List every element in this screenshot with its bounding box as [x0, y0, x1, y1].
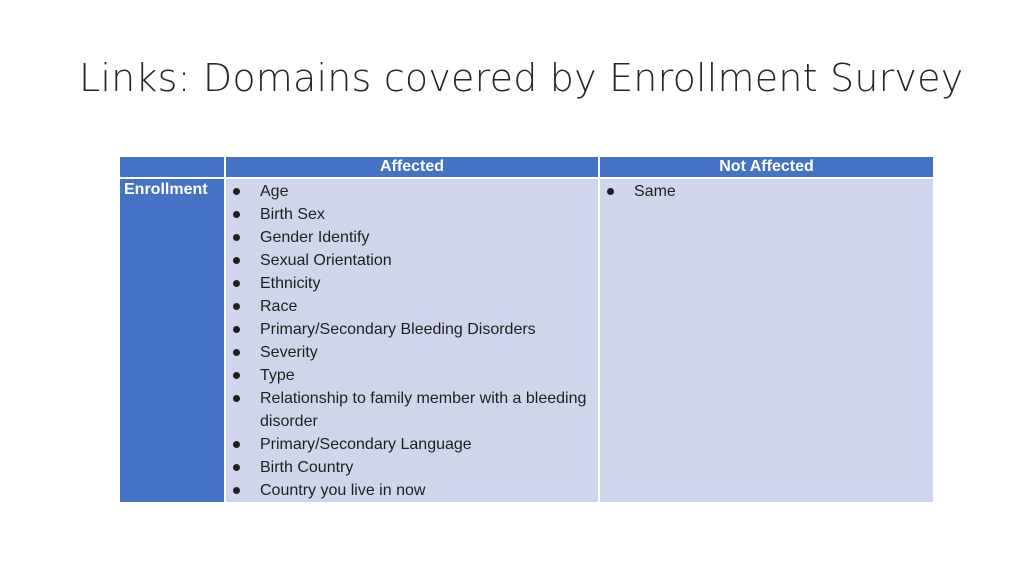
list-item	[226, 364, 598, 387]
list-item-text: Gender Identify	[260, 229, 370, 246]
header-affected: Affected	[225, 156, 599, 178]
list-item	[226, 180, 598, 203]
list-item-text: Primary/Secondary Bleeding Disorders	[260, 321, 536, 338]
slide-title: Links: Domains covered by Enrollment Survey	[79, 56, 964, 100]
list-item-text: Same	[634, 183, 676, 200]
list-item	[226, 295, 598, 318]
list-item	[600, 180, 933, 203]
list-item-text: Birth Country	[260, 459, 354, 476]
list-item	[226, 456, 598, 479]
list-item-text: Type	[260, 367, 295, 384]
bullet-dot-icon	[233, 211, 240, 218]
bullet-dot-icon	[233, 234, 240, 241]
list-item-text: Severity	[260, 344, 318, 361]
bullet-dot-icon	[233, 441, 240, 448]
bullet-dot-icon	[233, 303, 240, 310]
bullet-dot-icon	[233, 487, 240, 494]
not-affected-cell	[599, 178, 934, 503]
list-item	[226, 249, 598, 272]
header-not-affected: Not Affected	[599, 156, 934, 178]
list-item	[226, 387, 598, 433]
bullet-dot-icon	[607, 188, 614, 195]
list-item	[226, 318, 598, 341]
table-header-row	[119, 156, 934, 178]
list-item-text: Birth Sex	[260, 206, 325, 223]
list-item	[226, 479, 598, 502]
list-item-text: Primary/Secondary Language	[260, 436, 472, 453]
bullet-dot-icon	[233, 188, 240, 195]
list-item-text: Age	[260, 183, 289, 200]
bullet-dot-icon	[233, 372, 240, 379]
list-item-text: Ethnicity	[260, 275, 321, 292]
list-item-text: Sexual Orientation	[260, 252, 392, 269]
header-corner	[119, 156, 225, 178]
bullet-dot-icon	[233, 326, 240, 333]
list-item	[226, 226, 598, 249]
bullet-dot-icon	[233, 280, 240, 287]
row-label-enrollment: Enrollment	[119, 178, 225, 503]
bullet-dot-icon	[233, 257, 240, 264]
list-item-text: Relationship to family member with a bleeding disorder	[260, 390, 587, 430]
not-affected-list	[600, 179, 933, 203]
table-row	[119, 178, 934, 503]
bullet-dot-icon	[233, 349, 240, 356]
list-item	[226, 433, 598, 456]
list-item	[226, 203, 598, 226]
list-item-text: Race	[260, 298, 298, 315]
list-item	[226, 341, 598, 364]
list-item-text: Country you live in now	[260, 482, 426, 499]
affected-cell	[225, 178, 599, 503]
bullet-dot-icon	[233, 395, 240, 402]
bullet-dot-icon	[233, 464, 240, 471]
domains-table	[118, 155, 935, 504]
list-item	[226, 272, 598, 295]
affected-list	[226, 179, 598, 502]
